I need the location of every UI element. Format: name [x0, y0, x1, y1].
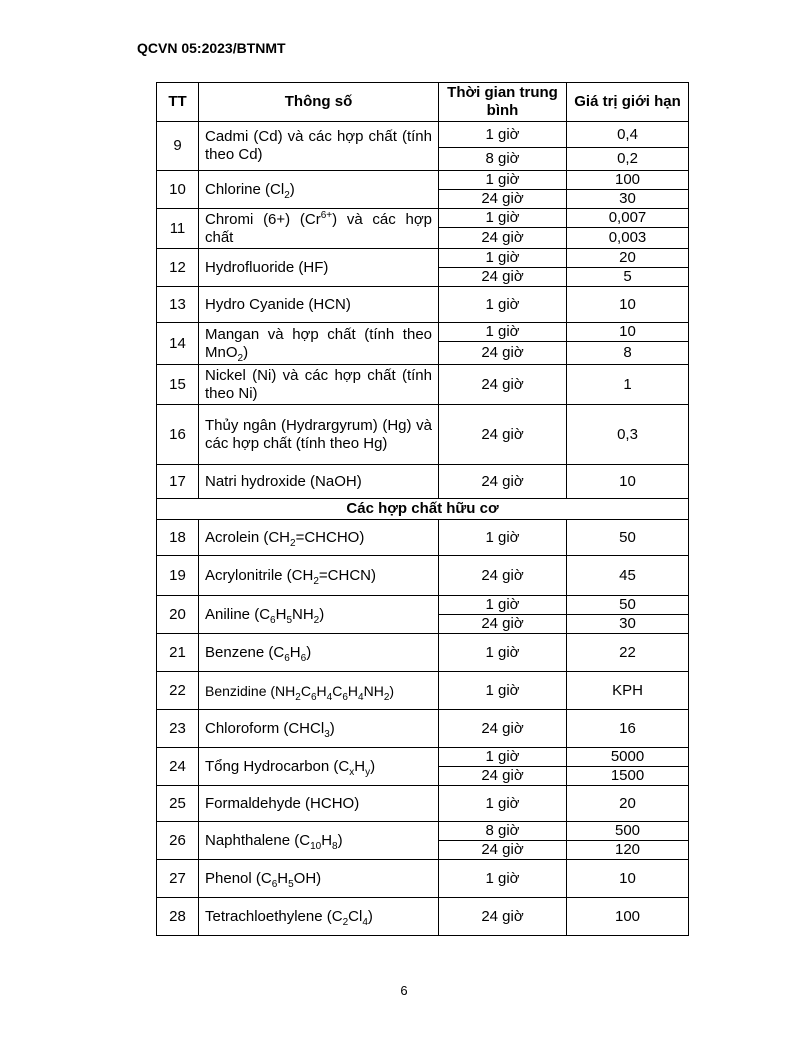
table-row: [157, 786, 689, 822]
parameter-name: Nickel (Ni) và các hợp chất (tính theo Ni): [199, 365, 439, 405]
parameter-name: Benzene $(C_6H_6)$: [199, 634, 439, 672]
limit-value: 8: [567, 342, 689, 365]
row-number: 9: [157, 122, 199, 171]
limit-value: 10: [567, 287, 689, 323]
averaging-time: 24 giờ: [439, 268, 567, 287]
limit-value: 50: [567, 520, 689, 556]
column-header-tt: TT: [157, 83, 199, 122]
averaging-time: 1 giờ: [439, 672, 567, 710]
row-number: 19: [157, 556, 199, 596]
averaging-time: 24 giờ: [439, 710, 567, 748]
limit-value: 30: [567, 190, 689, 209]
parameter-name: Thủy ngân (Hydrargyrum) (Hg) và các hợp chất (tính theo Hg): [199, 405, 439, 465]
limit-value: 0,4: [567, 122, 689, 148]
averaging-time: 24 giờ: [439, 405, 567, 465]
table-row: [157, 822, 689, 841]
averaging-time: 24 giờ: [439, 228, 567, 249]
row-number: 25: [157, 786, 199, 822]
parameter-name: Acrolein $(CH_2=CHCHO)$: [199, 520, 439, 556]
table-row: [157, 209, 689, 228]
averaging-time: 24 giờ: [439, 841, 567, 860]
parameter-name: Phenol $(C_6H_5OH)$: [199, 860, 439, 898]
section-title-organic-compounds: Các hợp chất hữu cơ: [157, 499, 689, 520]
table-row: [157, 405, 689, 465]
limit-value: 120: [567, 841, 689, 860]
document-code: QCVN 05:2023/BTNMT: [137, 40, 286, 56]
averaging-time: 1 giờ: [439, 860, 567, 898]
section-row: [157, 499, 689, 520]
averaging-time: 1 giờ: [439, 249, 567, 268]
row-number: 21: [157, 634, 199, 672]
parameter-name: Benzidine $(NH_2C_6H_4C_6H_4NH_2)$: [199, 672, 439, 710]
averaging-time: 24 giờ: [439, 767, 567, 786]
row-number: 17: [157, 465, 199, 499]
page-number: 6: [400, 983, 408, 998]
averaging-time: 1 giờ: [439, 323, 567, 342]
row-number: 18: [157, 520, 199, 556]
limit-value: 10: [567, 323, 689, 342]
parameter-name: Tetrachloethylene $(C_2Cl_4)$: [199, 898, 439, 936]
averaging-time: 1 giờ: [439, 287, 567, 323]
table-row: [157, 465, 689, 499]
averaging-time: 24 giờ: [439, 615, 567, 634]
averaging-time: 24 giờ: [439, 556, 567, 596]
table-row: [157, 323, 689, 342]
averaging-time: 1 giờ: [439, 786, 567, 822]
averaging-time: 1 giờ: [439, 748, 567, 767]
averaging-time: 24 giờ: [439, 342, 567, 365]
limit-value: 16: [567, 710, 689, 748]
averaging-time: 8 giờ: [439, 822, 567, 841]
limit-value: 22: [567, 634, 689, 672]
row-number: 14: [157, 323, 199, 365]
parameter-name: Mangan và hợp chất (tính theo MnO$_2$): [199, 323, 439, 365]
table-row: [157, 365, 689, 405]
table-row: [157, 171, 689, 190]
averaging-time: 1 giờ: [439, 634, 567, 672]
limit-value: KPH: [567, 672, 689, 710]
averaging-time: 1 giờ: [439, 520, 567, 556]
table-header-row: [157, 83, 689, 122]
limit-value: 0,2: [567, 148, 689, 171]
table-row: [157, 556, 689, 596]
limit-value: 50: [567, 596, 689, 615]
limit-value: 10: [567, 465, 689, 499]
limit-value: 1500: [567, 767, 689, 786]
limit-value: 20: [567, 249, 689, 268]
table-row: [157, 520, 689, 556]
column-header-parameter: Thông số: [199, 83, 439, 122]
limit-value: 30: [567, 615, 689, 634]
table-row: [157, 748, 689, 767]
column-header-limit-value: Giá trị giới hạn: [567, 83, 689, 122]
row-number: 20: [157, 596, 199, 634]
table-row: [157, 898, 689, 936]
table-row: [157, 287, 689, 323]
table-row: [157, 122, 689, 148]
limit-value: 100: [567, 171, 689, 190]
parameter-name: Tổng Hydrocarbon $(C_xH_y)$: [199, 748, 439, 786]
parameter-name: Chloroform (CHCl$_3$): [199, 710, 439, 748]
parameter-name: Cadmi (Cd) và các hợp chất (tính theo Cd): [199, 122, 439, 171]
parameter-name: Hydro Cyanide (HCN): [199, 287, 439, 323]
row-number: 13: [157, 287, 199, 323]
averaging-time: 1 giờ: [439, 122, 567, 148]
averaging-time: 24 giờ: [439, 465, 567, 499]
row-number: 23: [157, 710, 199, 748]
parameter-name: Hydrofluoride (HF): [199, 249, 439, 287]
limit-value: 0,007: [567, 209, 689, 228]
limit-value: 1: [567, 365, 689, 405]
limit-values-table: [156, 82, 689, 936]
limit-value: 500: [567, 822, 689, 841]
table-row: [157, 672, 689, 710]
parameter-name: Formaldehyde (HCHO): [199, 786, 439, 822]
parameter-name: Acrylonitrile $(CH_2=CHCN)$: [199, 556, 439, 596]
averaging-time: 1 giờ: [439, 209, 567, 228]
row-number: 16: [157, 405, 199, 465]
table-row: [157, 249, 689, 268]
averaging-time: 8 giờ: [439, 148, 567, 171]
averaging-time: 24 giờ: [439, 898, 567, 936]
parameter-name: Naphthalene $(C_{10}H_8)$: [199, 822, 439, 860]
row-number: 24: [157, 748, 199, 786]
limit-value: 5000: [567, 748, 689, 767]
row-number: 15: [157, 365, 199, 405]
row-number: 26: [157, 822, 199, 860]
limit-value: 45: [567, 556, 689, 596]
row-number: 28: [157, 898, 199, 936]
limit-value: 100: [567, 898, 689, 936]
row-number: 10: [157, 171, 199, 209]
parameter-name: Aniline $(C_6H_5NH_2)$: [199, 596, 439, 634]
limit-value: 0,003: [567, 228, 689, 249]
averaging-time: 24 giờ: [439, 365, 567, 405]
row-number: 22: [157, 672, 199, 710]
parameter-name: Chromi (6+) $(Cr^{6+})$ và các hợp chất: [199, 209, 439, 249]
row-number: 11: [157, 209, 199, 249]
averaging-time: 24 giờ: [439, 190, 567, 209]
limit-value: 10: [567, 860, 689, 898]
row-number: 27: [157, 860, 199, 898]
averaging-time: 1 giờ: [439, 171, 567, 190]
parameter-name: Natri hydroxide (NaOH): [199, 465, 439, 499]
limit-value: 0,3: [567, 405, 689, 465]
table-row: [157, 860, 689, 898]
table-row: [157, 710, 689, 748]
averaging-time: 1 giờ: [439, 596, 567, 615]
limit-value: 5: [567, 268, 689, 287]
limit-value: 20: [567, 786, 689, 822]
table-row: [157, 634, 689, 672]
row-number: 12: [157, 249, 199, 287]
column-header-averaging-time: Thời gian trung bình: [439, 83, 567, 122]
parameter-name: Chlorine $(Cl_2)$: [199, 171, 439, 209]
table-row: [157, 596, 689, 615]
